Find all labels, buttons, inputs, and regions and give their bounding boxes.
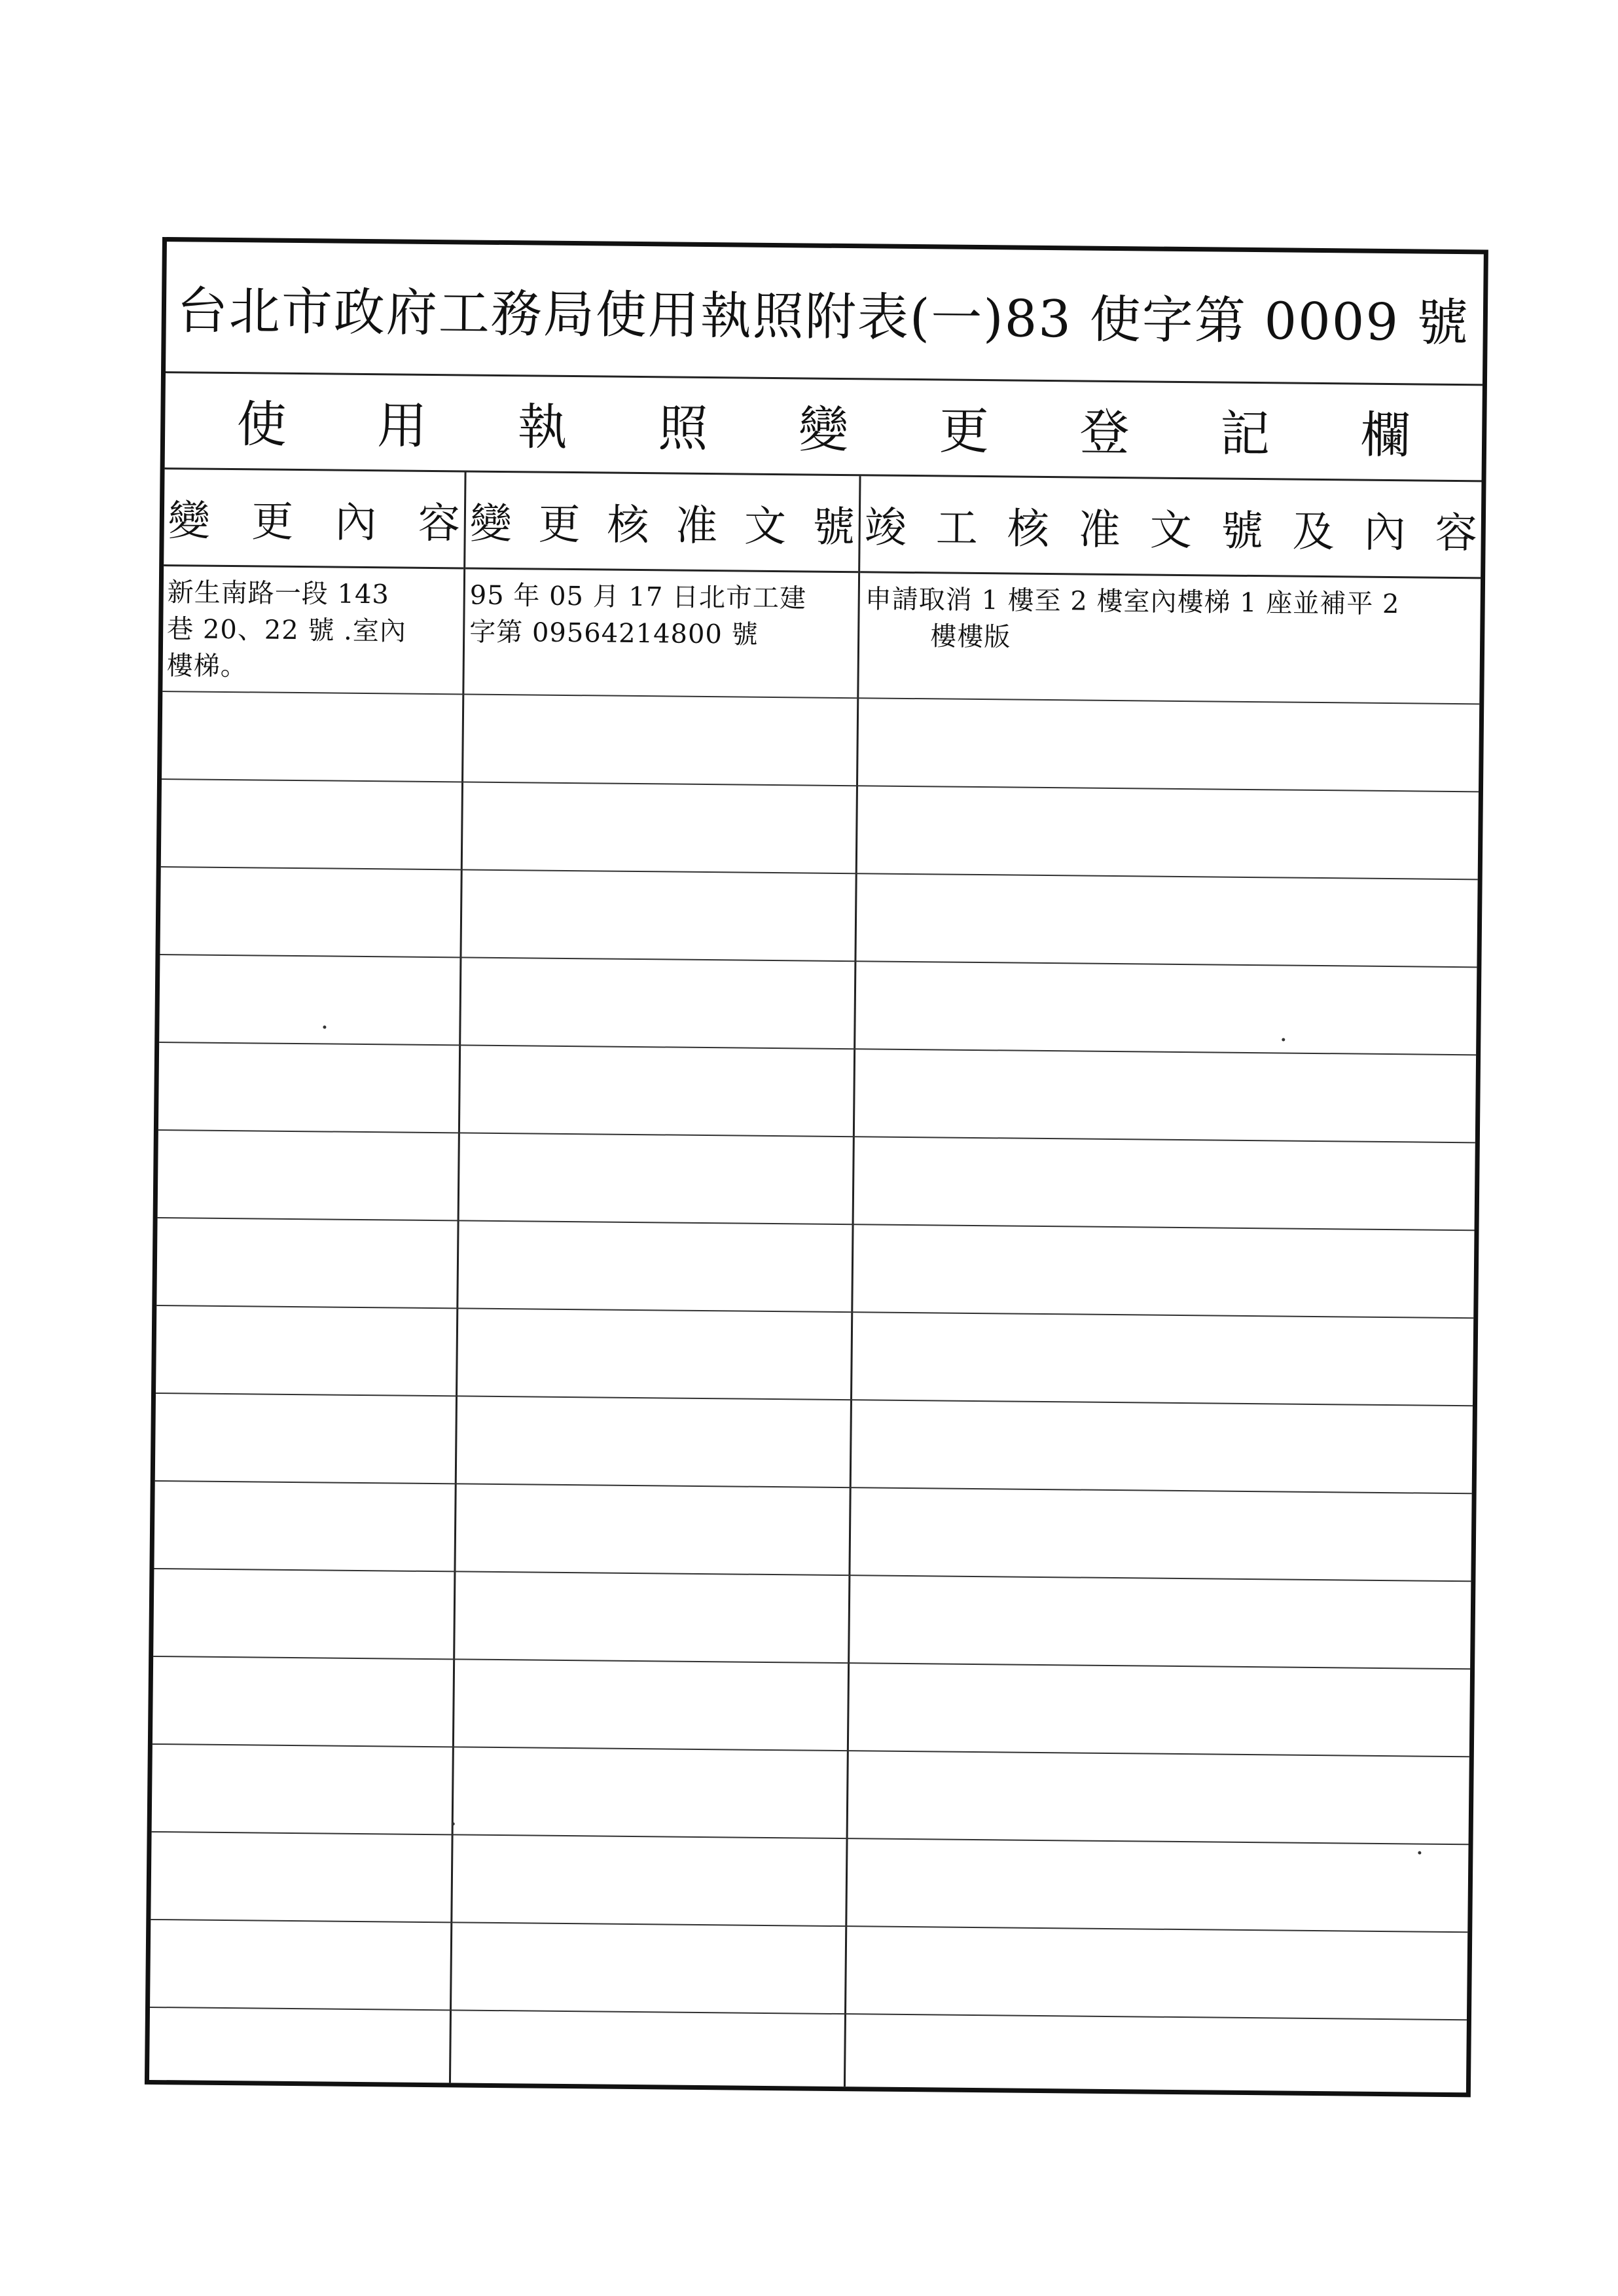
cell-line: 樓梯。 [166,651,247,682]
row-divider [158,1217,1475,1231]
change-approval-cell [469,577,856,655]
column-header-completion-approval [860,476,1481,579]
column-header-char: 內 [1363,508,1407,557]
section-heading-char: 欄 [1360,405,1411,465]
cell-line: 巷 20、22 號 .室內 [167,614,407,647]
column-header-char: 號 [1221,507,1264,556]
scan-speck [1282,1038,1285,1041]
column-header-char: 更 [538,500,581,549]
cell-line: 樓樓版 [929,621,1011,653]
cell-line: 95 年 05 月 17 日北市工建 [469,580,807,614]
row-divider [158,1129,1475,1143]
column-header-change-approval [465,472,859,573]
section-heading-char: 使 [236,395,287,454]
column-header-char: 核 [1007,504,1050,554]
column-divider [449,472,467,2083]
form-title-row [166,242,1484,386]
form-title: 台北市政府工務局使用執照附表(一)83 使字第 0009 號 [176,282,1470,354]
row-divider [151,1919,1467,1933]
column-header-char: 內 [334,498,377,547]
section-heading-char: 用 [376,396,427,455]
column-header-char: 竣 [864,503,907,553]
section-heading-char: 登 [1079,403,1130,462]
column-header-change-content [164,469,464,569]
scan-speck [323,1025,326,1029]
cell-line: 字第 09564214800 號 [469,617,759,650]
column-header-char: 容 [1435,509,1478,558]
column-header-char: 准 [1078,505,1121,555]
license-appendix-form [145,237,1488,2097]
row-divider [155,1480,1472,1494]
change-content-cell [166,574,462,687]
row-divider [159,1042,1476,1055]
row-divider [162,778,1479,792]
row-divider [161,866,1478,880]
row-divider [153,1743,1469,1757]
column-divider [844,476,861,2086]
section-heading [165,371,1483,482]
row-divider [154,1568,1471,1582]
row-divider [153,1656,1470,1669]
column-header-char: 准 [675,501,718,551]
column-header-char: 工 [935,503,979,553]
scan-speck [1418,1851,1421,1855]
column-header-char: 更 [251,497,294,547]
scan-speck [452,1822,455,1825]
row-divider [150,2007,1467,2020]
row-divider [156,1393,1473,1406]
cell-line: 新生南路一段 143 [167,577,390,610]
column-header-char: 及 [1292,507,1335,556]
column-header-char: 文 [1149,506,1193,555]
section-heading-char: 記 [1219,404,1270,464]
completion-approval-cell [865,581,1481,660]
cell-line: 申請取消 1 樓至 2 樓室內樓梯 1 座並補平 2 [865,584,1400,620]
section-heading-char: 變 [798,400,849,460]
column-header-char: 變 [469,500,512,549]
row-divider [152,1831,1469,1845]
row-divider [160,954,1477,968]
section-heading-char: 更 [939,401,990,461]
row-divider [162,691,1479,704]
column-header-char: 核 [607,501,649,550]
column-header-char: 號 [812,503,855,552]
column-header-char: 容 [418,499,461,548]
row-divider [156,1305,1473,1319]
section-heading-char: 照 [658,399,708,458]
section-heading-char: 執 [517,397,568,456]
column-header-char: 文 [744,502,787,551]
column-header-char: 變 [168,496,211,546]
